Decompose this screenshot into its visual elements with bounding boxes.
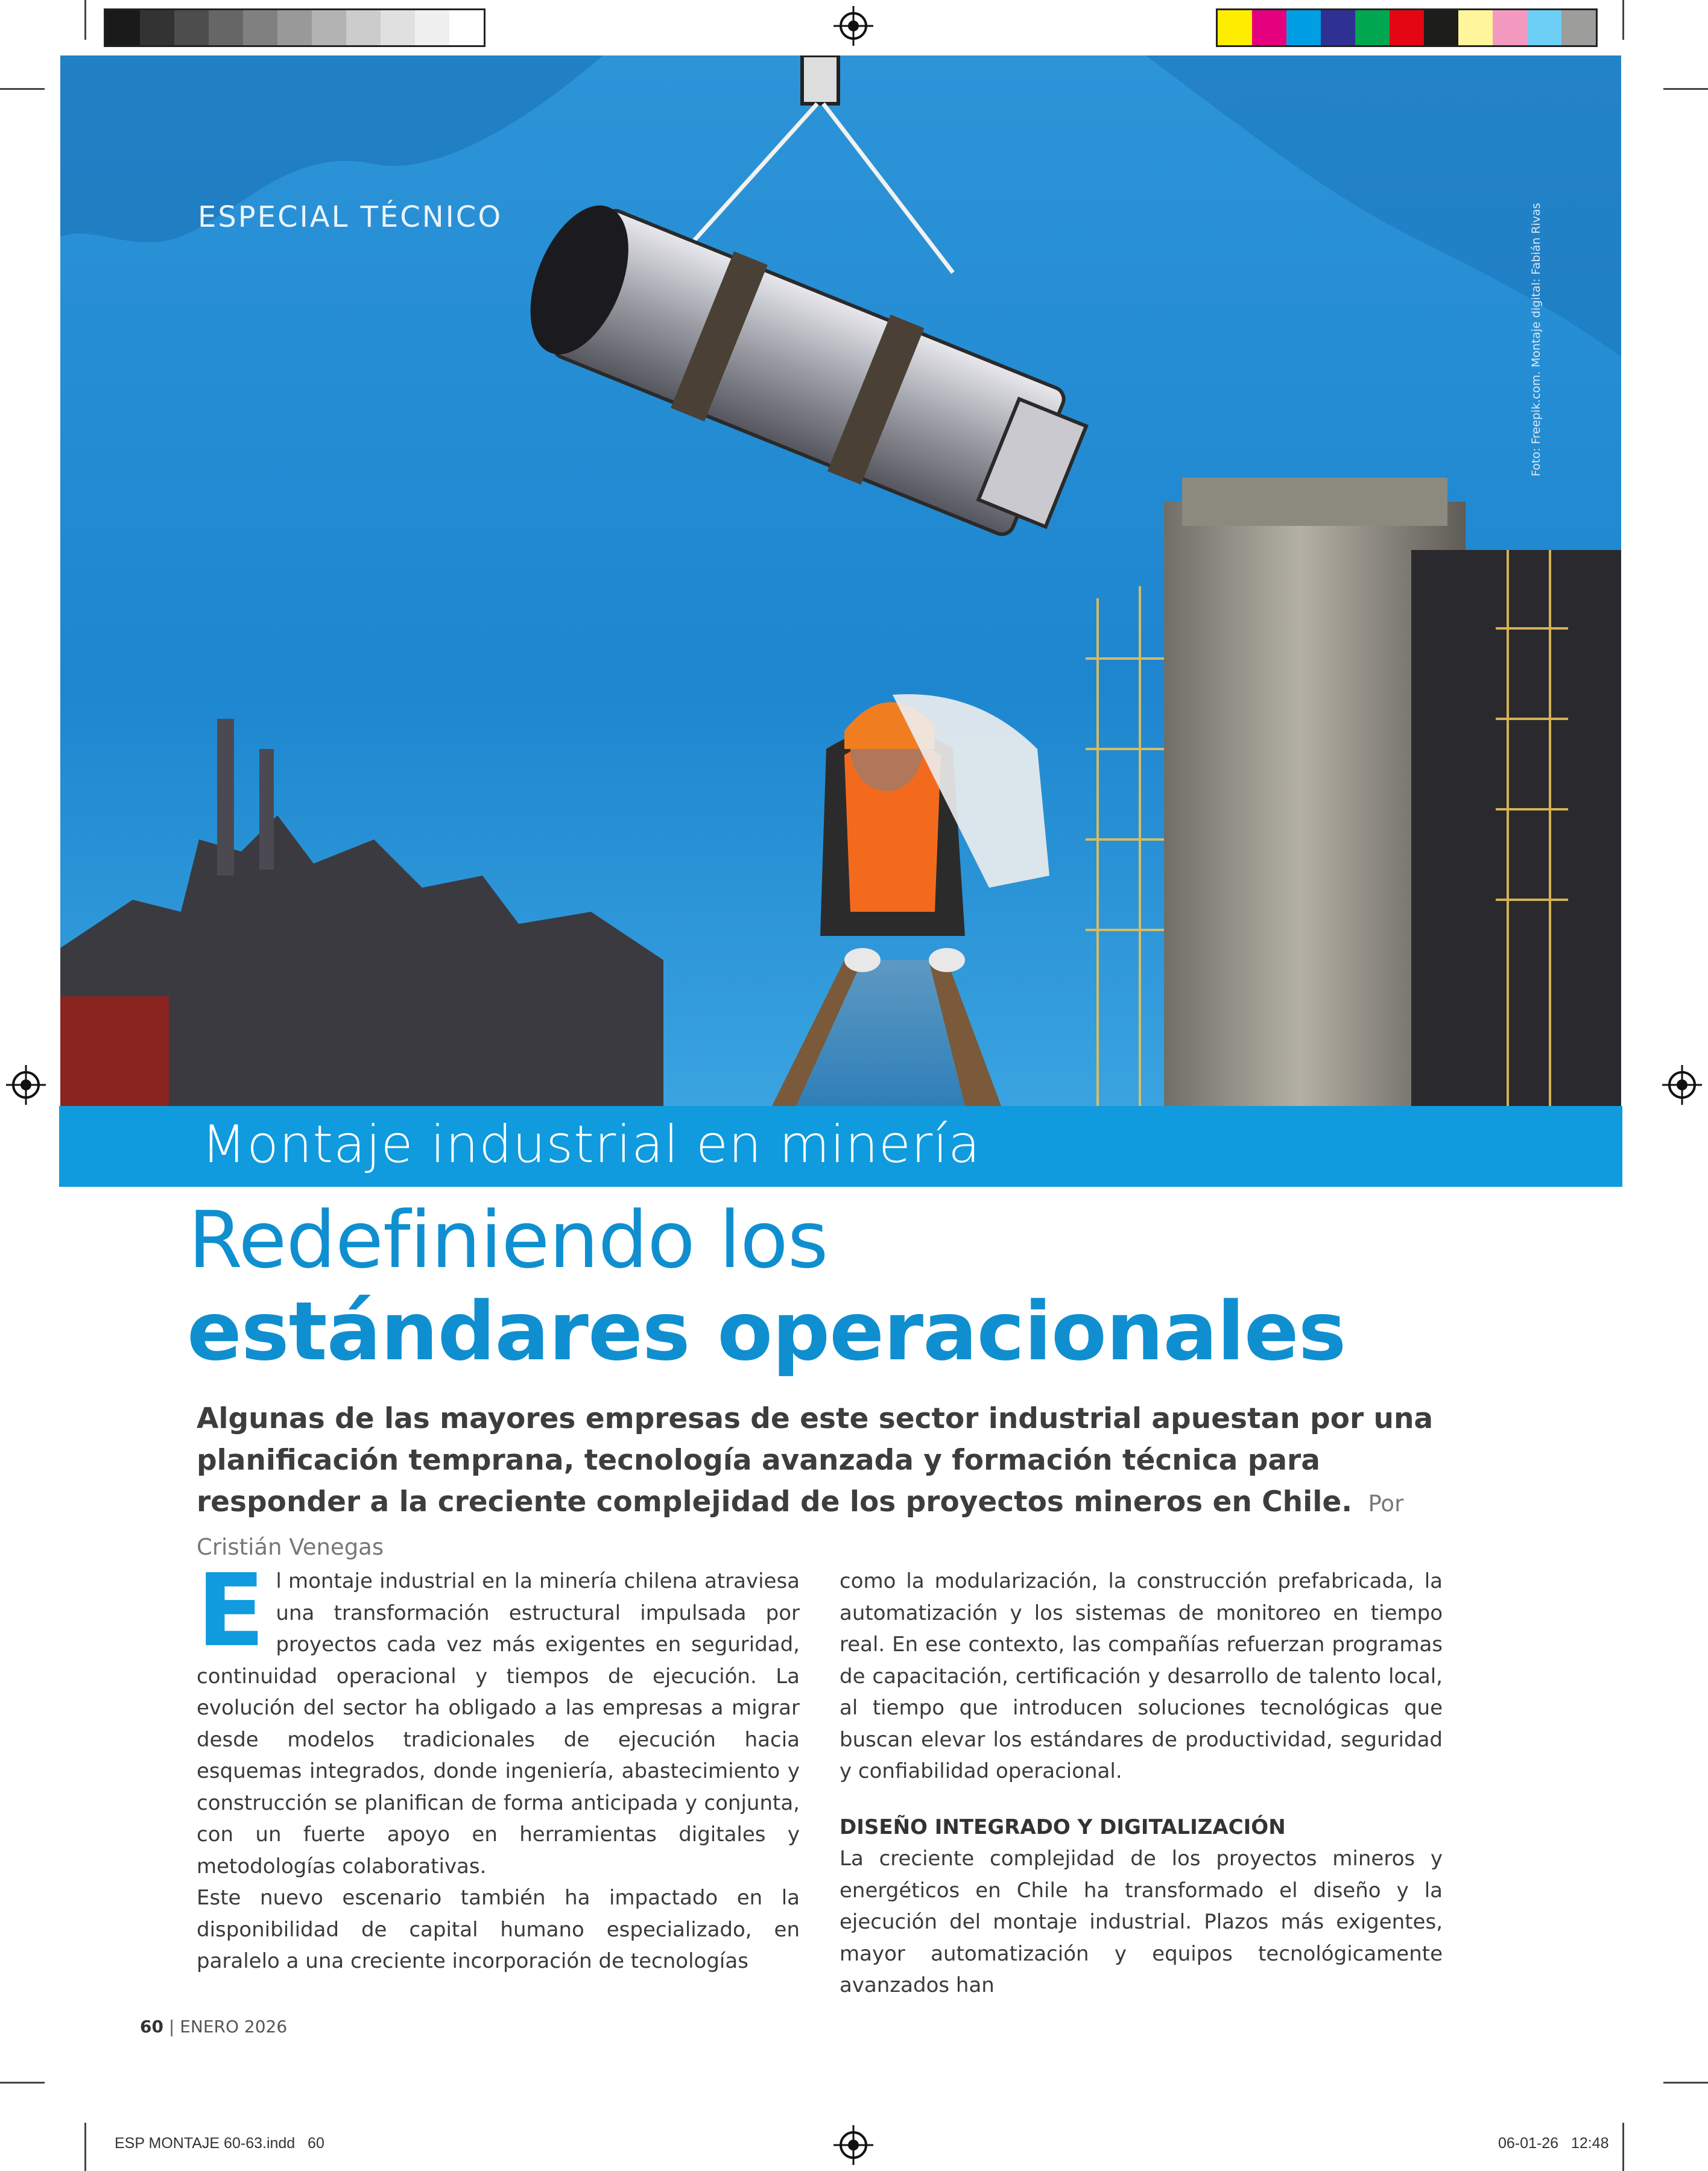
grayscale-swatch [140,10,174,45]
headline-line-2: estándares operacionales [187,1285,1346,1379]
body-paragraph: como la modularización, la construcción prefabricada, la automatización y los sistemas de monitoreo en tiempo real. En ese contexto, las compañías refuerzan programas de capacitación, certificación y desarrollo de talento local, al tiempo que introducen soluciones tecnológicas que buscan elevar los estándares de productividad, seguridad y confiabilidad operacional. [840,1569,1443,1783]
cmyk-swatch [1458,10,1493,45]
lead-text: Algunas de las mayores empresas de este sector industrial apuestan por una planificación temprana, tecnología avanzada y formación técnica para responder a la creciente complejidad de los proyectos mineros en Chile. [197,1402,1434,1518]
grayscale-swatch [277,10,312,45]
band-title: Montaje industrial en minería [201,1114,981,1175]
issue-date: ENERO 2026 [180,2017,288,2037]
grayscale-swatch [312,10,346,45]
cmyk-swatch [1252,10,1286,45]
industrial-tower-second [1411,550,1621,1106]
cmyk-swatch [1493,10,1527,45]
crop-mark [0,2082,45,2084]
byline: Por Cristián Venegas [197,1491,1404,1560]
slug-filename: ESP MONTAJE 60-63.indd 60 [115,2135,324,2152]
headline-line-1: Redefiniendo los [188,1194,828,1286]
crop-mark [84,0,86,40]
chimney [217,719,234,876]
registration-mark-bottom [840,2131,867,2159]
lead-paragraph [197,1398,1457,1568]
folio-separator: | [163,2017,180,2037]
cmyk-swatch [1424,10,1458,45]
photo-credit: Foto: Freepik.com. Montaje digital: Fabián Rivas [1529,203,1543,476]
cmyk-swatch [1527,10,1561,45]
registration-mark-right [1668,1071,1696,1099]
grayscale-swatch [346,10,381,45]
cmyk-swatch [1321,10,1355,45]
crop-mark [1663,2082,1708,2084]
body-column-left [197,1553,800,1977]
chimney [259,749,274,870]
body-text: l montaje industrial en la minería chilena atraviesa una transformación estructural impulsada por proyectos cada vez más exigentes en seguridad, continuidad operacional y tiempos de ejecución. La evolución del sector ha obligado a las empresas a migrar desde modelos tradicionales de ejecución hacia esquemas integrados, donde ingeniería, abastecimiento y construcción se planifican de forma anticipada y conjunta, con un fuerte apoyo en herramientas digitales y metodologías colaborativas. [197,1569,800,1879]
grayscale-swatch [415,10,449,45]
cmyk-color-bar [1216,8,1598,47]
red-machinery [60,996,169,1106]
crop-mark [84,2123,86,2171]
grayscale-swatch [243,10,277,45]
cmyk-swatch [1390,10,1424,45]
grayscale-color-bar [104,8,486,47]
crop-mark [0,88,45,90]
cmyk-swatch [1218,10,1252,45]
crop-mark [1663,88,1708,90]
crane-hook [802,55,838,104]
cmyk-swatch [1286,10,1321,45]
crop-mark [1622,2123,1624,2171]
registration-mark-left [12,1071,40,1099]
headline-band [59,1106,1622,1187]
grayscale-swatch [106,10,140,45]
section-label: ESPECIAL TÉCNICO [198,200,503,234]
drop-cap: E [197,1553,265,1669]
slug-timestamp: 06-01-26 12:48 [1498,2135,1609,2152]
grayscale-swatch [209,10,243,45]
body-paragraph [197,1553,800,1882]
cmyk-swatch [1355,10,1390,45]
grayscale-swatch [381,10,415,45]
crop-mark [1622,0,1624,40]
cmyk-swatch [1561,10,1596,45]
page-number: 60 [140,2017,163,2037]
body-paragraph: La creciente complejidad de los proyectos mineros y energéticos en Chile ha transformado el diseño y la ejecución del montaje industrial. Plazos más exigentes, mayor automatización y equipos tecnológicamente avanzados han [840,1847,1443,1997]
industrial-tower-top [1182,478,1447,526]
grayscale-swatch [449,10,484,45]
section-subheading: DISEÑO INTEGRADO Y DIGITALIZACIÓN [840,1815,1286,1839]
body-paragraph: Este nuevo escenario también ha impactado en la disponibilidad de capital humano especializado, en paralelo a una creciente incorporación de tecnologías [197,1886,800,1973]
registration-mark-top [840,12,867,40]
body-column-right [840,1566,1443,2002]
grayscale-swatch [174,10,209,45]
folio [140,2017,287,2037]
